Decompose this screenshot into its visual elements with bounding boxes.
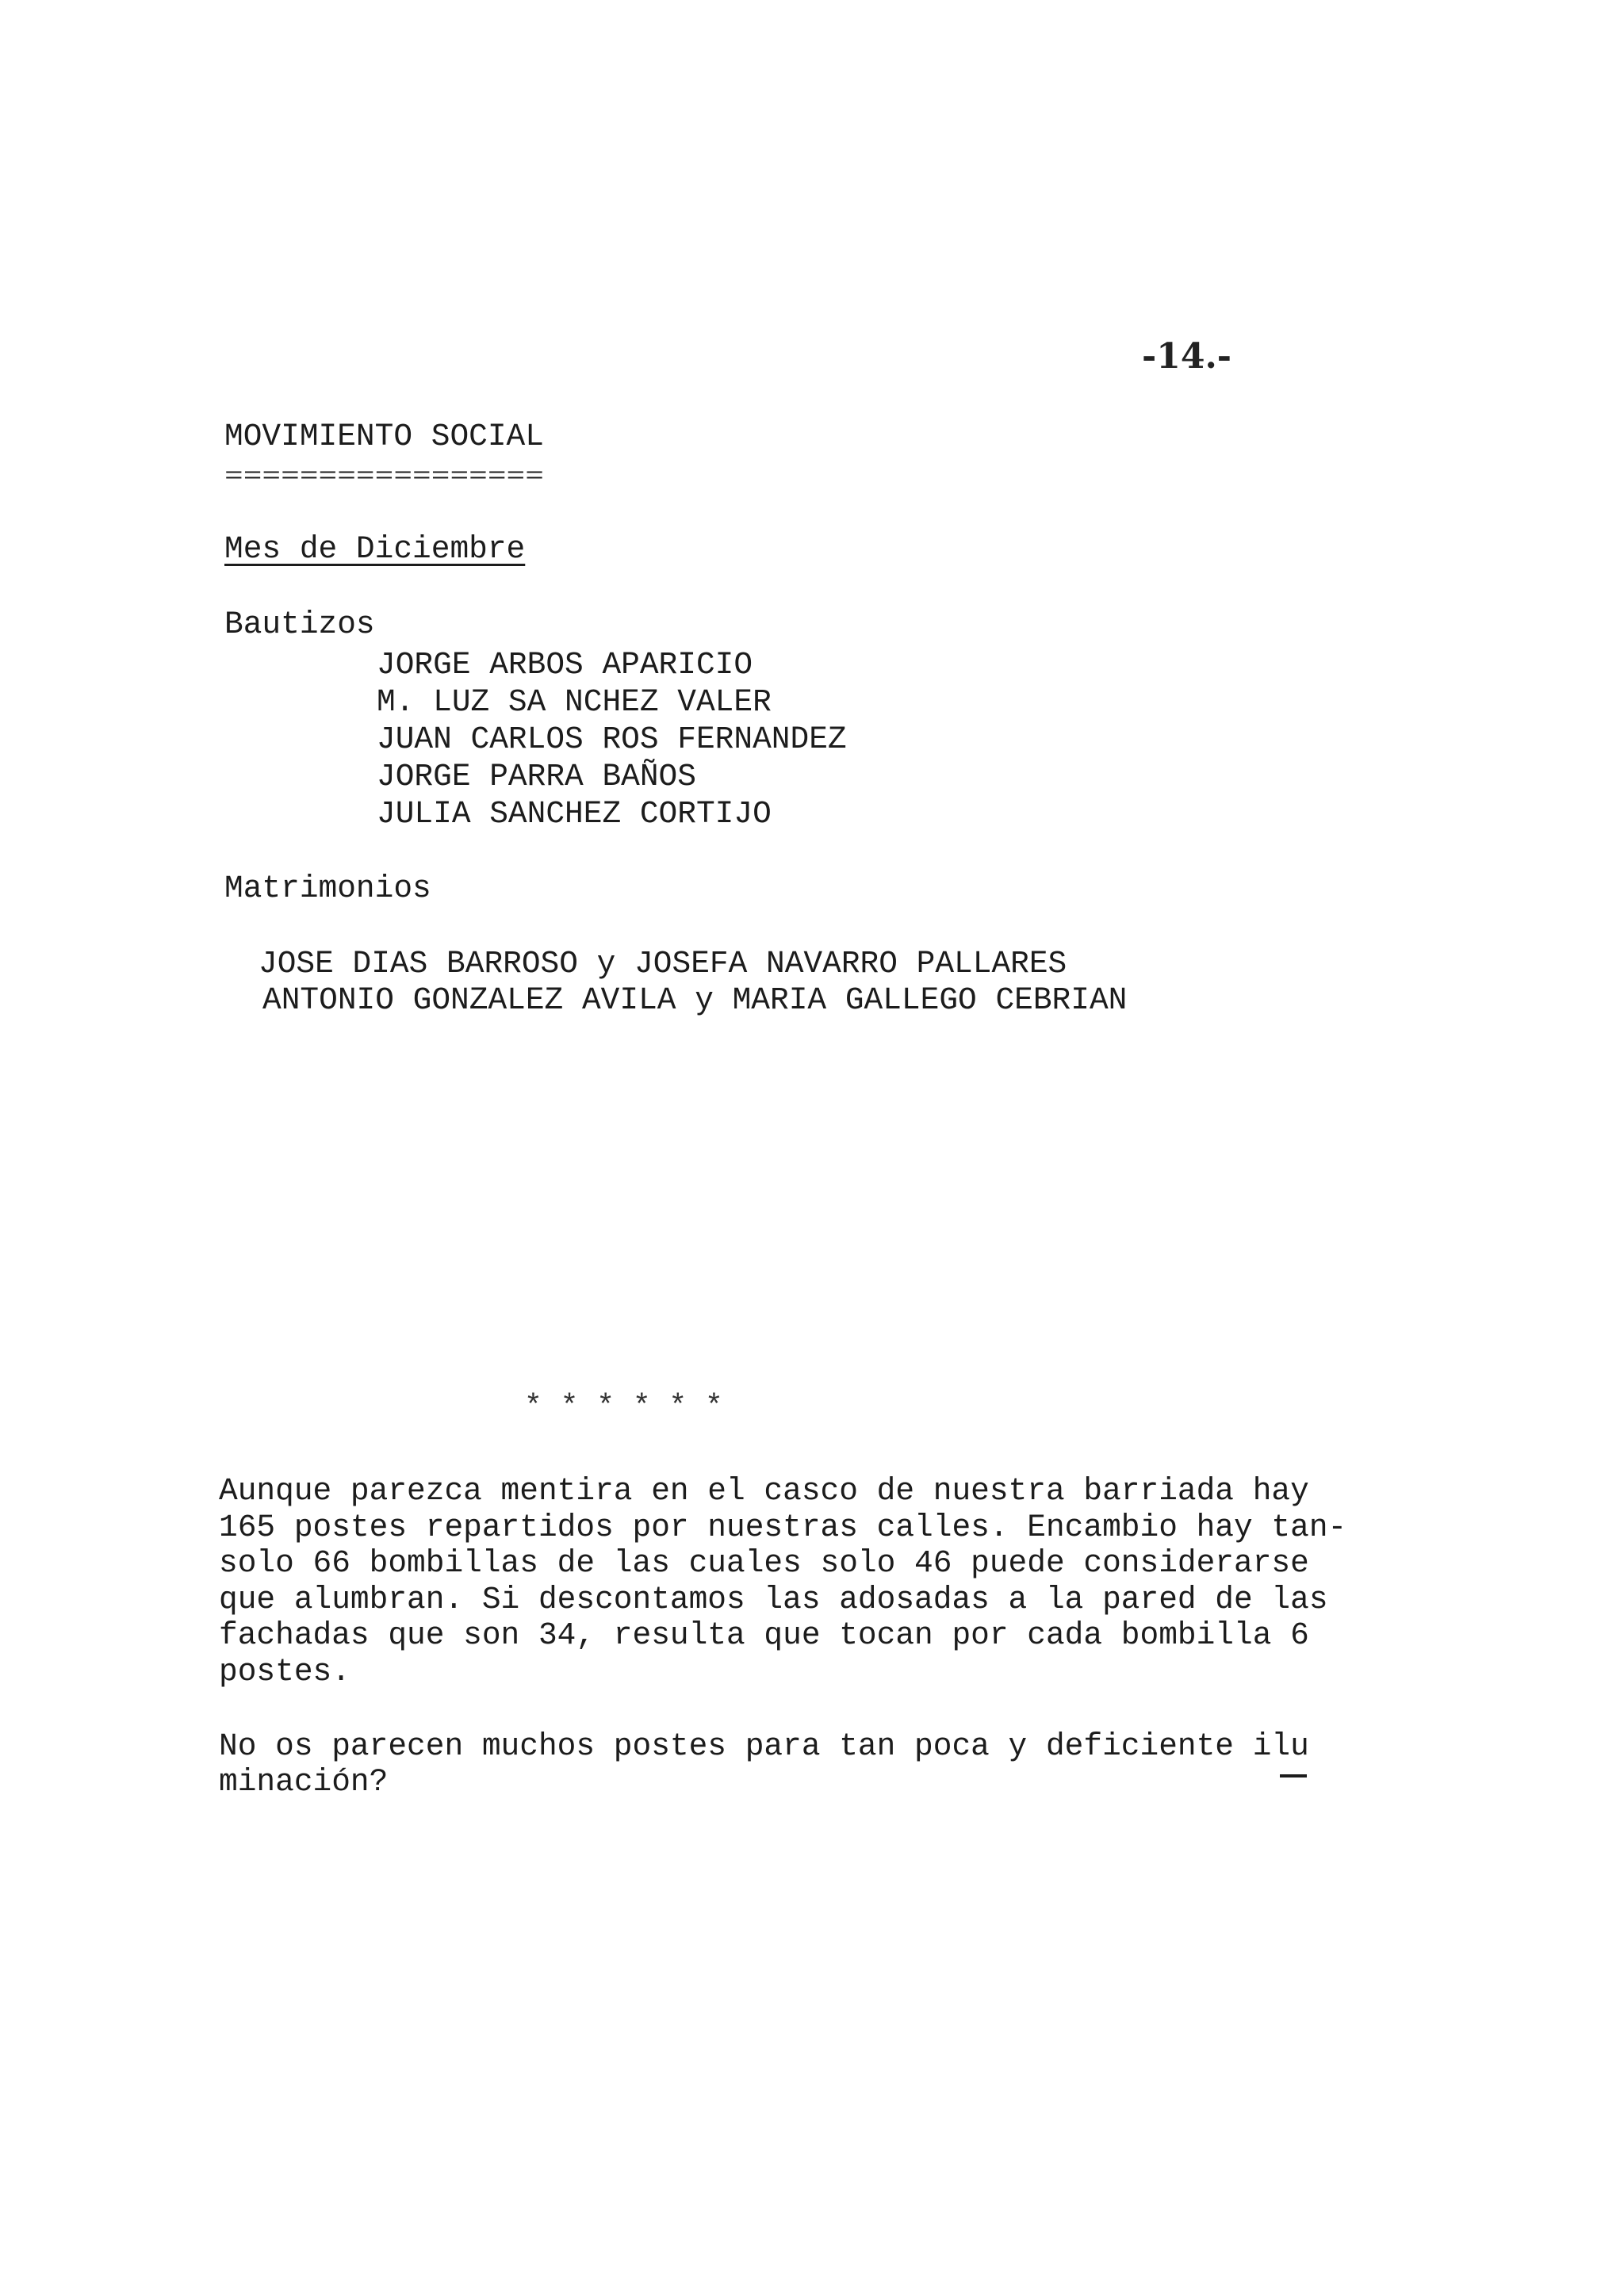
month-title: Mes de Diciembre	[224, 531, 526, 567]
baptisms-label: Bautizos	[224, 607, 375, 642]
section-heading: MOVIMIENTO SOCIAL	[224, 419, 544, 454]
marriages-list	[259, 946, 1127, 1019]
baptism-name: JORGE PARRA BAÑOS	[377, 759, 696, 794]
heading-double-rule: =================	[224, 463, 544, 489]
hyphenation-mark	[1280, 1774, 1307, 1777]
paragraph-line: que alumbran. Si descontamos las adosadas a la pared de las	[219, 1581, 1328, 1617]
paragraph-line: Aunque parezca mentira en el casco de nuestra barriada hay	[219, 1473, 1309, 1509]
marriage-couple: ANTONIO GONZALEZ AVILA y MARIA GALLEGO CEBRIAN	[262, 982, 1128, 1018]
question-line: No os parecen muchos postes para tan poca y deficiente ilu	[219, 1728, 1309, 1764]
asterisk-separator: * * * * * *	[524, 1390, 723, 1424]
marriage-couple: JOSE DIAS BARROSO y JOSEFA NAVARRO PALLARES	[259, 946, 1067, 982]
paragraph-line: fachadas que son 34, resulta que tocan por cada bombilla 6	[219, 1617, 1309, 1653]
baptism-name: JORGE ARBOS APARICIO	[377, 647, 753, 683]
paragraph-line: solo 66 bombillas de las cuales solo 46 puede considerarse	[219, 1545, 1309, 1581]
baptism-name: JULIA SANCHEZ CORTIJO	[377, 796, 772, 832]
marriages-label: Matrimonios	[224, 871, 431, 906]
baptism-name: JUAN CARLOS ROS FERNANDEZ	[377, 721, 847, 757]
page-number: -14.-	[1142, 336, 1232, 377]
question-line: minación?	[219, 1764, 389, 1800]
closing-question	[219, 1728, 1309, 1800]
baptism-name: M. LUZ SA NCHEZ VALER	[377, 684, 772, 720]
baptisms-list	[377, 646, 847, 832]
street-lighting-paragraph	[219, 1473, 1346, 1689]
paragraph-line: 165 postes repartidos por nuestras calles. Encambio hay tan-	[219, 1509, 1347, 1545]
paragraph-line: postes.	[219, 1653, 350, 1689]
